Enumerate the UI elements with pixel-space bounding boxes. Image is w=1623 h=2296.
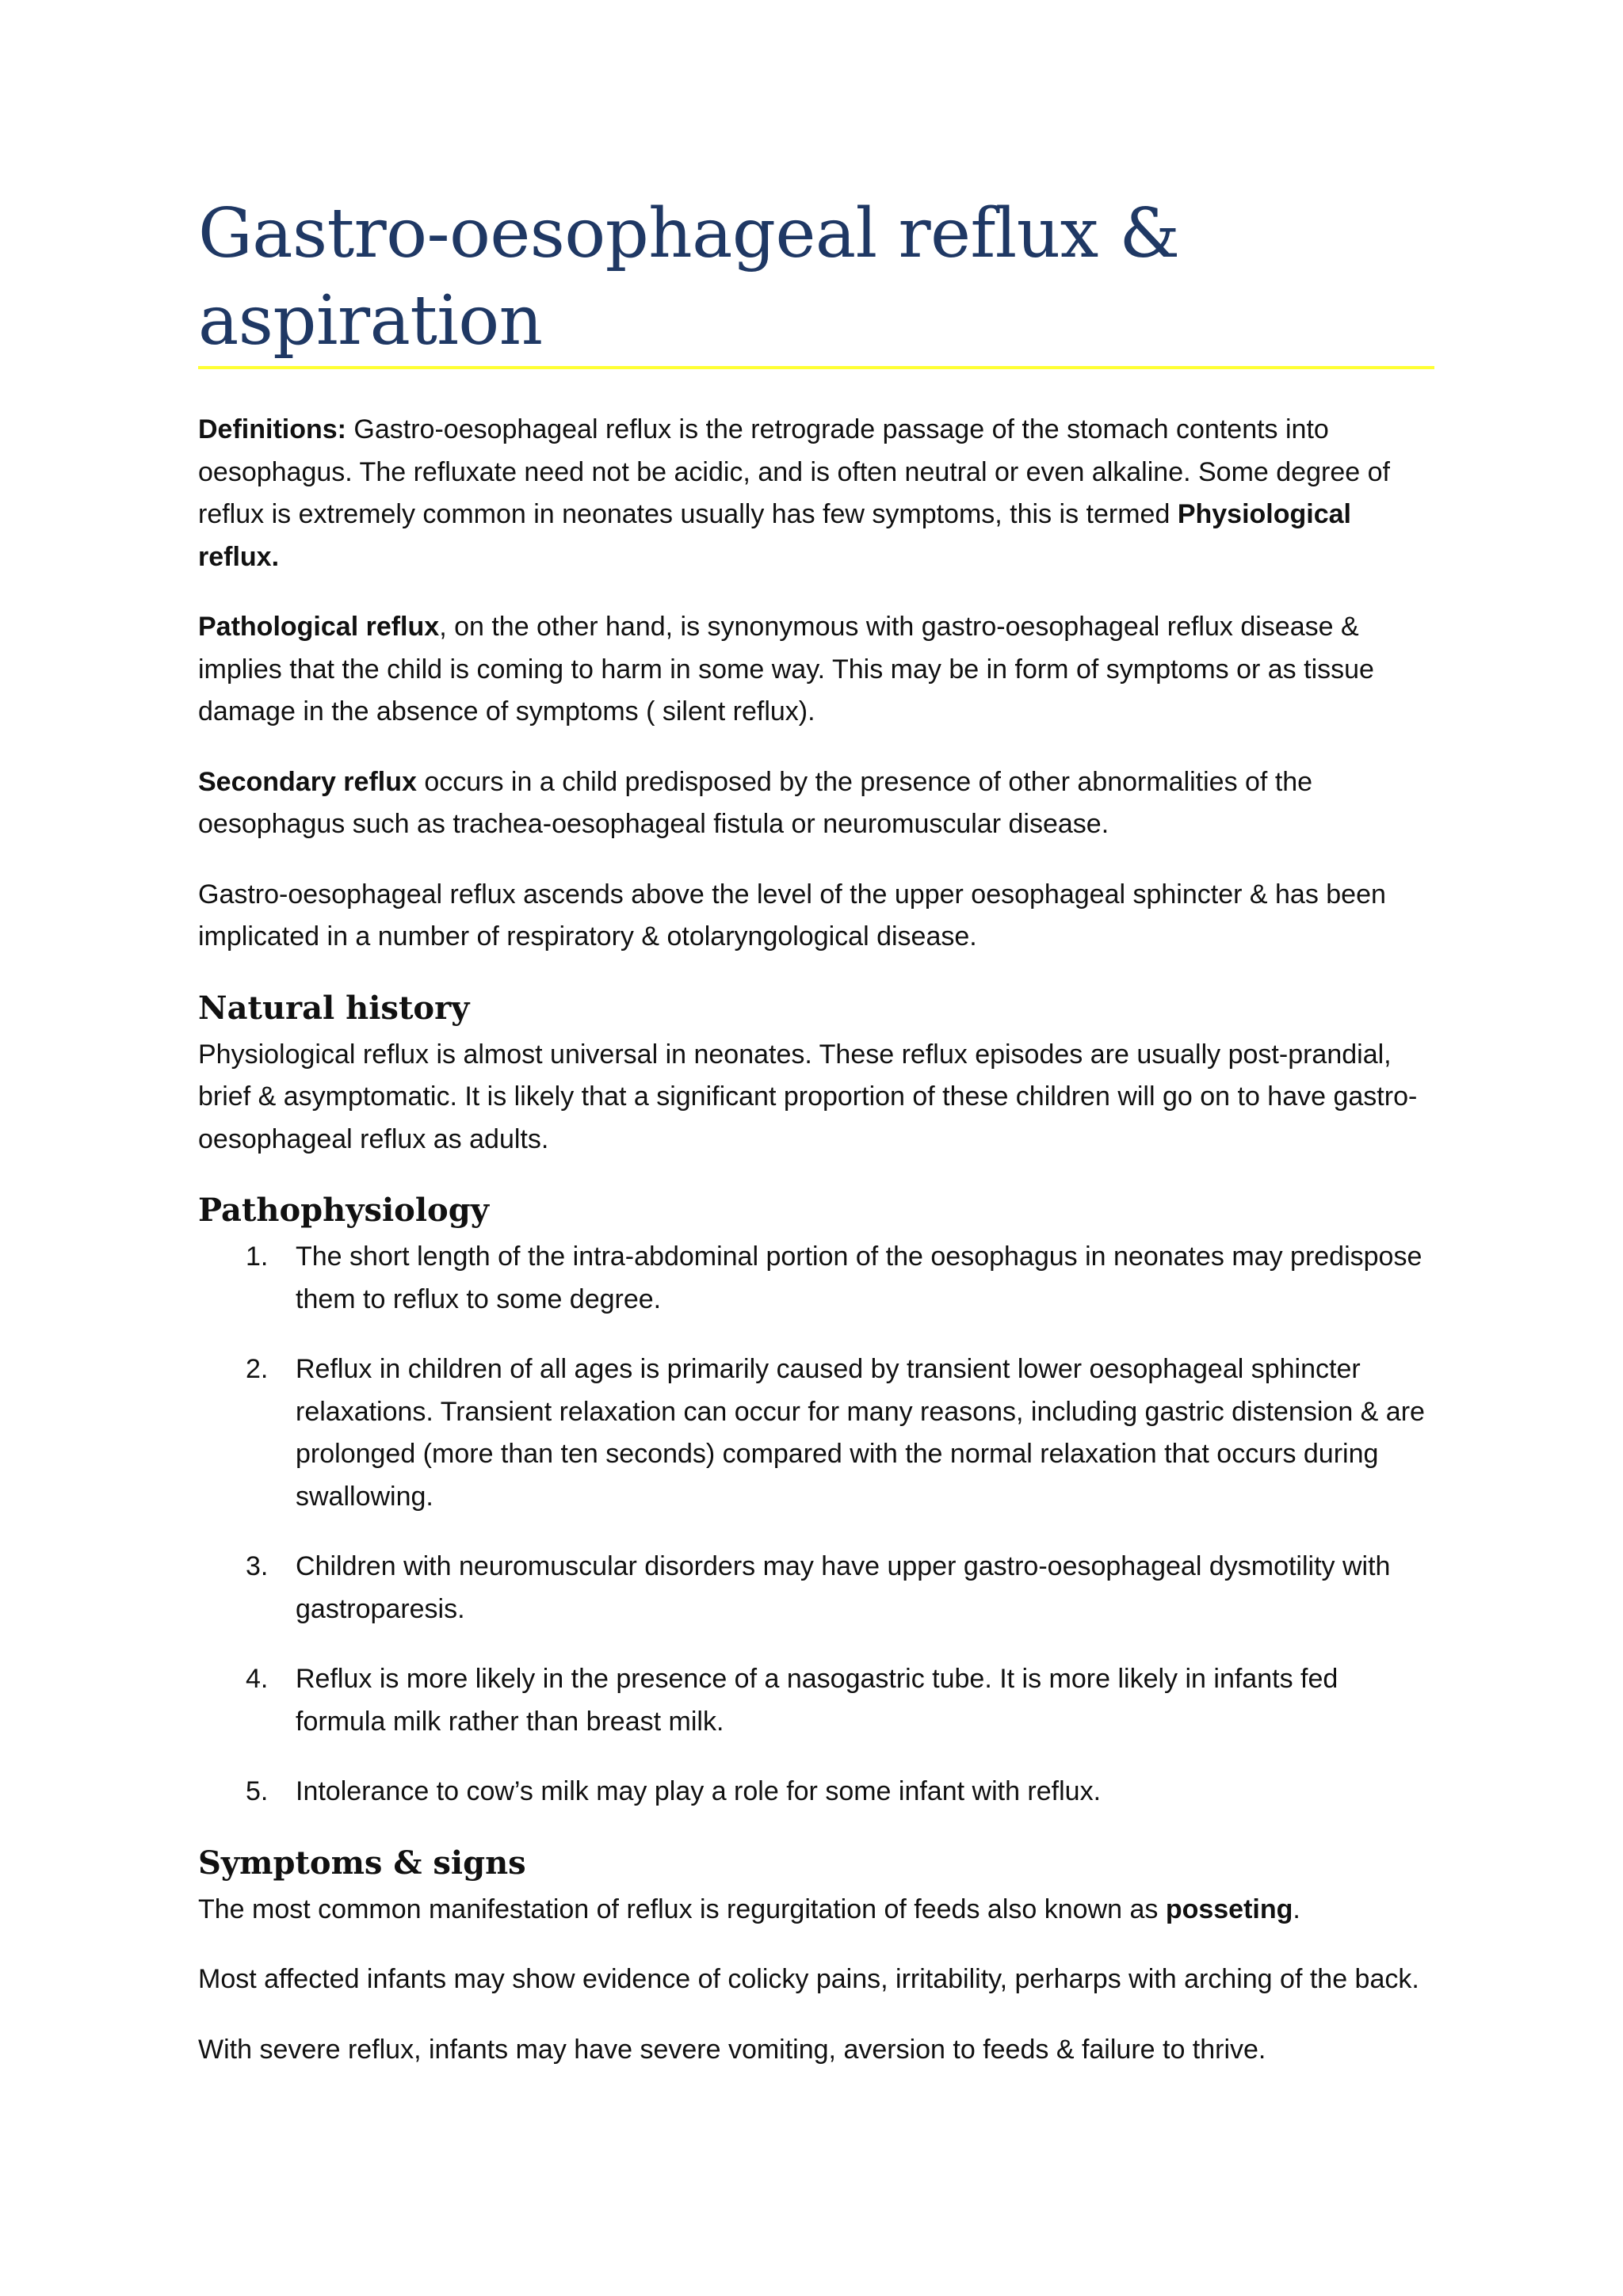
document-title: Gastro-oesophageal reflux & aspiration xyxy=(198,194,1180,360)
natural-history-heading: Natural history xyxy=(198,989,470,1027)
document-page xyxy=(198,190,1434,2099)
symptoms-paragraph-3: With severe reflux, infants may have severe vomiting, aversion to feeds & failure to thrive. xyxy=(198,2034,1266,2065)
list-item-number: 1. xyxy=(246,1241,269,1272)
symptoms-period: . xyxy=(1293,1894,1300,1924)
title-underline xyxy=(198,366,1434,369)
list-item-text: Intolerance to cow’s milk may play a role for some infant with reflux. xyxy=(296,1776,1102,1806)
definitions-paragraph xyxy=(198,409,1434,578)
symptoms-paragraph-1 xyxy=(198,1889,1434,1932)
pathophysiology-list xyxy=(198,1236,1434,1814)
list-item xyxy=(198,1658,1434,1743)
list-item-number: 5. xyxy=(246,1776,269,1806)
secondary-text: occurs in a child predisposed by the presence of other abnormalities of the oesophagus such as trachea-oesophageal fistula or neuromuscular disease. xyxy=(198,766,1313,839)
list-item xyxy=(198,1546,1434,1630)
list-item-number: 4. xyxy=(246,1664,269,1694)
list-item-text: Reflux is more likely in the presence of a nasogastric tube. It is more likely in infants fed formula milk rather than breast milk. xyxy=(296,1664,1338,1737)
list-item xyxy=(198,1771,1434,1814)
definitions-label: Definitions: xyxy=(198,414,346,444)
posseting-term: posseting xyxy=(1165,1894,1293,1924)
physiological-reflux-term: Physiological reflux. xyxy=(198,499,1351,572)
list-item xyxy=(198,1236,1434,1321)
definitions-text: Gastro-oesophageal reflux is the retrograde passage of the stomach contents into oesophagus. The refluxate need not be acidic, and is often neutral or even alkaline. Some degree of reflux is extremely common in neonates usually has few symptoms, this is termed xyxy=(198,414,1390,529)
natural-history-text: Physiological reflux is almost universal in neonates. These reflux episodes are usually post-prandial, brief & asymptomatic. It is likely that a significant proportion of these children will go on to have gastro-oesophageal reflux as adults. xyxy=(198,1039,1418,1154)
pathological-paragraph xyxy=(198,606,1434,734)
list-item-number: 3. xyxy=(246,1551,269,1581)
list-item-text: The short length of the intra-abdominal portion of the oesophagus in neonates may predispose them to reflux to some degree. xyxy=(296,1241,1423,1314)
list-item xyxy=(198,1348,1434,1518)
list-item-text: Reflux in children of all ages is primarily caused by transient lower oesophageal sphincter relaxations. Transient relaxation can occur for many reasons, including gastric distension & are prolonged (more than ten seconds) compared with the normal relaxation that occurs during swallowing. xyxy=(296,1354,1425,1512)
pathological-reflux-term: Pathological reflux xyxy=(198,612,440,642)
secondary-reflux-term: Secondary reflux xyxy=(198,766,417,797)
symptoms-paragraph-2: Most affected infants may show evidence of colicky pains, irritability, perharps with arching of the back. xyxy=(198,1964,1419,1994)
symptoms-text-1: The most common manifestation of reflux is regurgitation of feeds also known as xyxy=(198,1894,1166,1924)
list-item-text: Children with neuromuscular disorders may have upper gastro-oesophageal dysmotility with gastroparesis. xyxy=(296,1551,1391,1624)
symptoms-heading: Symptoms & signs xyxy=(198,1844,526,1882)
pathological-text: , on the other hand, is synonymous with gastro-oesophageal reflux disease & implies that the child is coming to harm in some way. This may be in form of symptoms or as tissue damage in the absence of symptoms ( silent reflux). xyxy=(198,612,1374,727)
pathophysiology-heading: Pathophysiology xyxy=(198,1192,489,1229)
secondary-paragraph xyxy=(198,761,1434,846)
list-item-number: 2. xyxy=(246,1354,269,1384)
ascending-paragraph: Gastro-oesophageal reflux ascends above the level of the upper oesophageal sphincter & has been implicated in a number of respiratory & otolaryngological disease. xyxy=(198,879,1386,952)
